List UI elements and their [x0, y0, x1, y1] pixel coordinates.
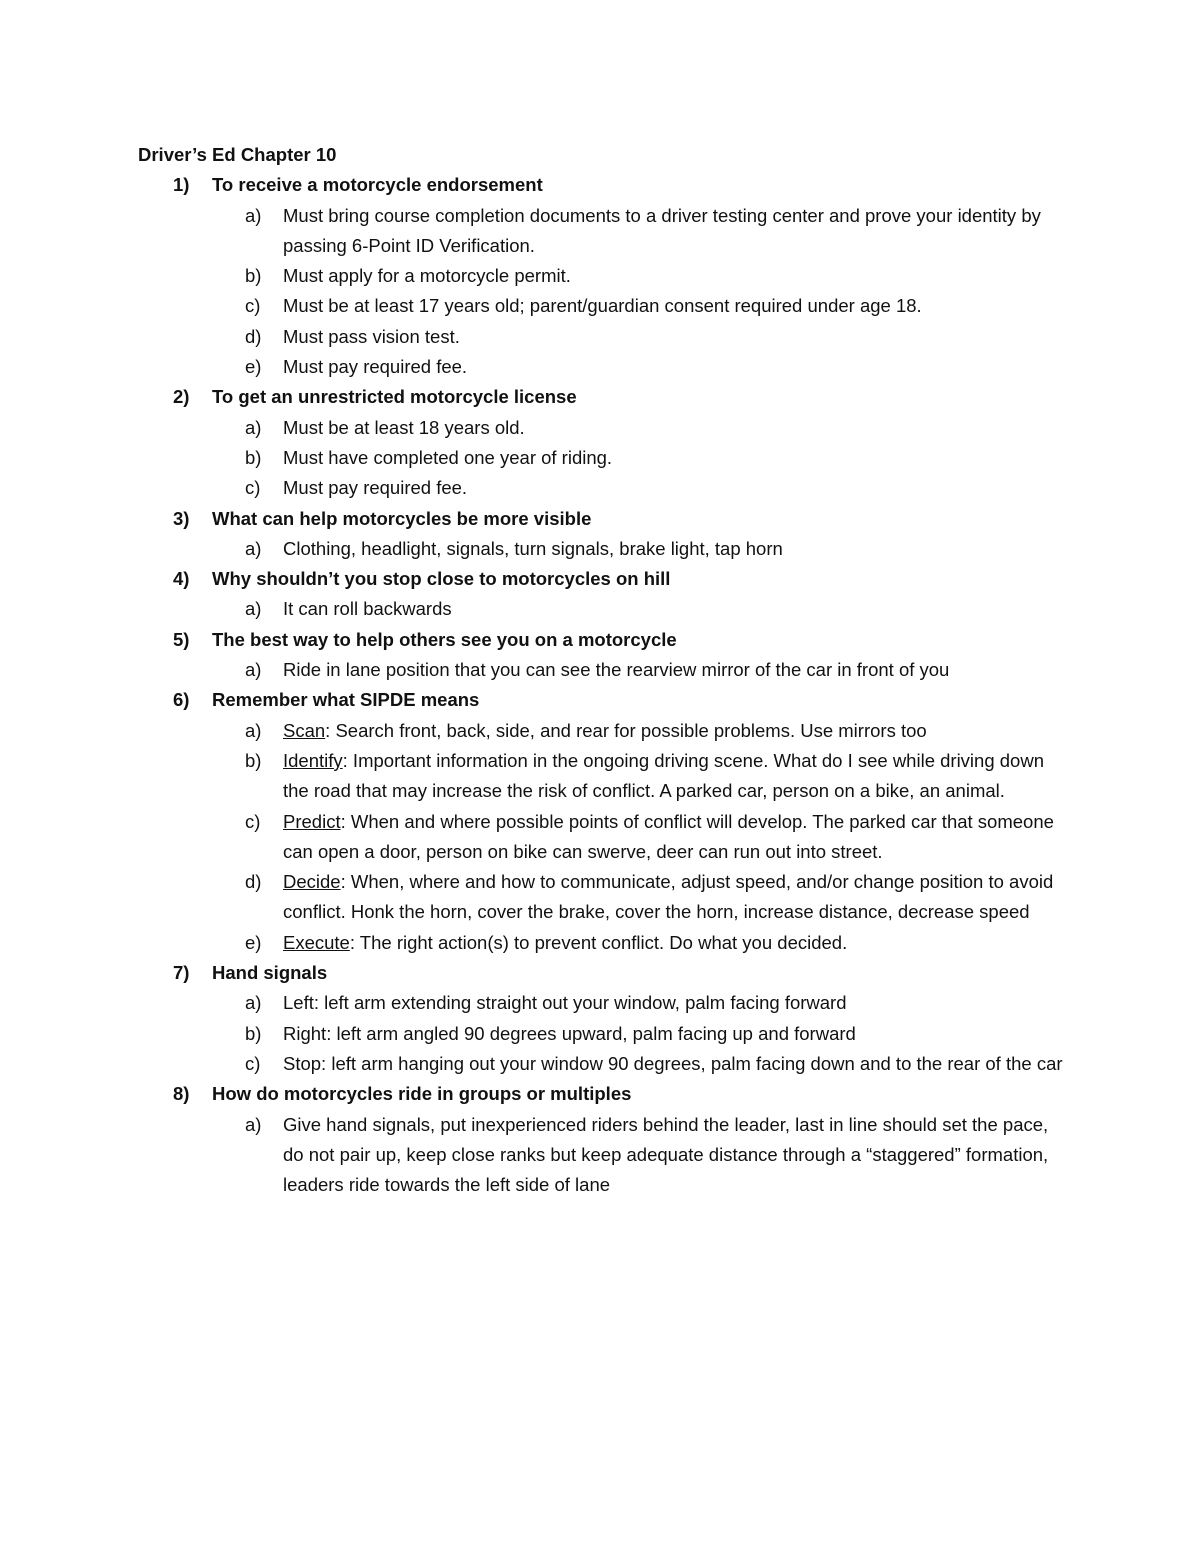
item-text: Must be at least 17 years old; parent/guardian consent required under age 18. — [283, 295, 922, 317]
item-term: Predict — [283, 810, 341, 832]
item-letter: d) — [245, 871, 262, 893]
item-term: Identify — [283, 749, 343, 771]
list-item — [138, 291, 1068, 321]
section-number: 3) — [173, 507, 190, 529]
item-text: Must pay required fee. — [283, 356, 468, 378]
section-heading — [138, 564, 1068, 594]
item-letter: a) — [245, 416, 262, 438]
list-item — [138, 201, 1068, 262]
item-letter: a) — [245, 204, 262, 226]
list-item — [138, 261, 1068, 291]
list-item — [138, 928, 1068, 958]
item-letter: c) — [245, 295, 261, 317]
section-number: 2) — [173, 386, 190, 408]
list-item — [138, 413, 1068, 443]
list-item — [138, 1049, 1068, 1079]
item-text: Must bring course completion documents to a driver testing center and prove your identity by passing 6-Point ID Verification. — [283, 204, 1041, 256]
section-heading-text: Remember what SIPDE means — [212, 689, 480, 711]
list-item — [138, 807, 1068, 868]
list-item — [138, 534, 1068, 564]
item-text: Must pass vision test. — [283, 325, 460, 347]
list-item — [138, 473, 1068, 503]
item-term: Decide — [283, 871, 341, 893]
list-item — [138, 716, 1068, 746]
section-heading-text: How do motorcycles ride in groups or multiples — [212, 1083, 632, 1105]
item-letter: c) — [245, 1052, 261, 1074]
section-heading — [138, 170, 1068, 200]
list-item — [138, 988, 1068, 1018]
document-page — [138, 140, 1068, 1200]
list-item — [138, 655, 1068, 685]
section-heading-text: Hand signals — [212, 962, 328, 984]
section-number: 5) — [173, 628, 190, 650]
section-heading — [138, 382, 1068, 412]
section-heading — [138, 1079, 1068, 1109]
section-heading-text: To get an unrestricted motorcycle license — [212, 386, 577, 408]
list-item — [138, 867, 1068, 928]
section-number: 8) — [173, 1083, 190, 1105]
item-text: Stop: left arm hanging out your window 90 degrees, palm facing down and to the rear of the car — [283, 1052, 1063, 1074]
section-number: 7) — [173, 962, 190, 984]
list-item — [138, 594, 1068, 624]
list-item — [138, 746, 1068, 807]
section-number: 6) — [173, 689, 190, 711]
section-number: 1) — [173, 174, 190, 196]
item-text: : The right action(s) to prevent conflict. Do what you decided. — [349, 931, 848, 953]
section-heading-text: The best way to help others see you on a motorcycle — [212, 628, 677, 650]
item-letter: a) — [245, 719, 262, 741]
item-letter: a) — [245, 992, 262, 1014]
item-text: : When, where and how to communicate, adjust speed, and/or change position to avoid conflict. Honk the horn, cover the brake, cover the horn, increase distance, decrease speed — [283, 871, 1054, 923]
item-letter: c) — [245, 477, 261, 499]
item-letter: b) — [245, 1022, 262, 1044]
item-letter: a) — [245, 1113, 262, 1135]
item-text: : Important information in the ongoing driving scene. What do I see while driving down the road that may increase the risk of conflict. A parked car, person on a bike, an animal. — [283, 749, 1044, 802]
section-heading-text: What can help motorcycles be more visible — [212, 507, 592, 529]
item-term: Execute — [283, 931, 350, 953]
section-heading — [138, 504, 1068, 534]
section-heading-text: To receive a motorcycle endorsement — [212, 174, 543, 196]
item-letter: e) — [245, 931, 262, 953]
section-heading — [138, 958, 1068, 988]
item-letter: a) — [245, 537, 262, 559]
item-text: Give hand signals, put inexperienced riders behind the leader, last in line should set the pace, do not pair up, keep close ranks but keep adequate distance through a “staggered” formation, leaders ride towards the left side of lane — [283, 1113, 1049, 1196]
list-item — [138, 352, 1068, 382]
item-text: Must pay required fee. — [283, 477, 468, 499]
item-text: Must have completed one year of riding. — [283, 446, 613, 468]
section-number: 4) — [173, 568, 190, 590]
item-letter: b) — [245, 749, 262, 771]
item-letter: b) — [245, 446, 262, 468]
section-heading — [138, 625, 1068, 655]
item-text: Right: left arm angled 90 degrees upward, palm facing up and forward — [283, 1022, 856, 1044]
item-text: : When and where possible points of conflict will develop. The parked car that someone can open a door, person on bike can swerve, deer can run out into street. — [283, 810, 1054, 862]
item-term: Scan — [283, 719, 326, 741]
item-letter: c) — [245, 810, 261, 832]
document-title: Driver’s Ed Chapter 10 — [138, 144, 337, 165]
item-letter: a) — [245, 659, 262, 681]
item-letter: b) — [245, 265, 262, 287]
section-heading-text: Why shouldn’t you stop close to motorcycles on hill — [212, 568, 671, 590]
item-text: Left: left arm extending straight out your window, palm facing forward — [283, 992, 847, 1014]
item-text: Must be at least 18 years old. — [283, 416, 525, 438]
section-heading — [138, 685, 1068, 715]
item-letter: d) — [245, 325, 262, 347]
item-letter: a) — [245, 598, 262, 620]
item-letter: e) — [245, 356, 262, 378]
item-text: : Search front, back, side, and rear for possible problems. Use mirrors too — [325, 719, 927, 741]
item-text: It can roll backwards — [283, 598, 452, 620]
list-item — [138, 1110, 1068, 1201]
section-list — [138, 170, 1068, 1200]
list-item — [138, 1019, 1068, 1049]
item-text: Ride in lane position that you can see the rearview mirror of the car in front of you — [283, 659, 950, 681]
list-item — [138, 443, 1068, 473]
list-item — [138, 322, 1068, 352]
item-text: Clothing, headlight, signals, turn signals, brake light, tap horn — [283, 537, 783, 559]
item-text: Must apply for a motorcycle permit. — [283, 265, 571, 287]
